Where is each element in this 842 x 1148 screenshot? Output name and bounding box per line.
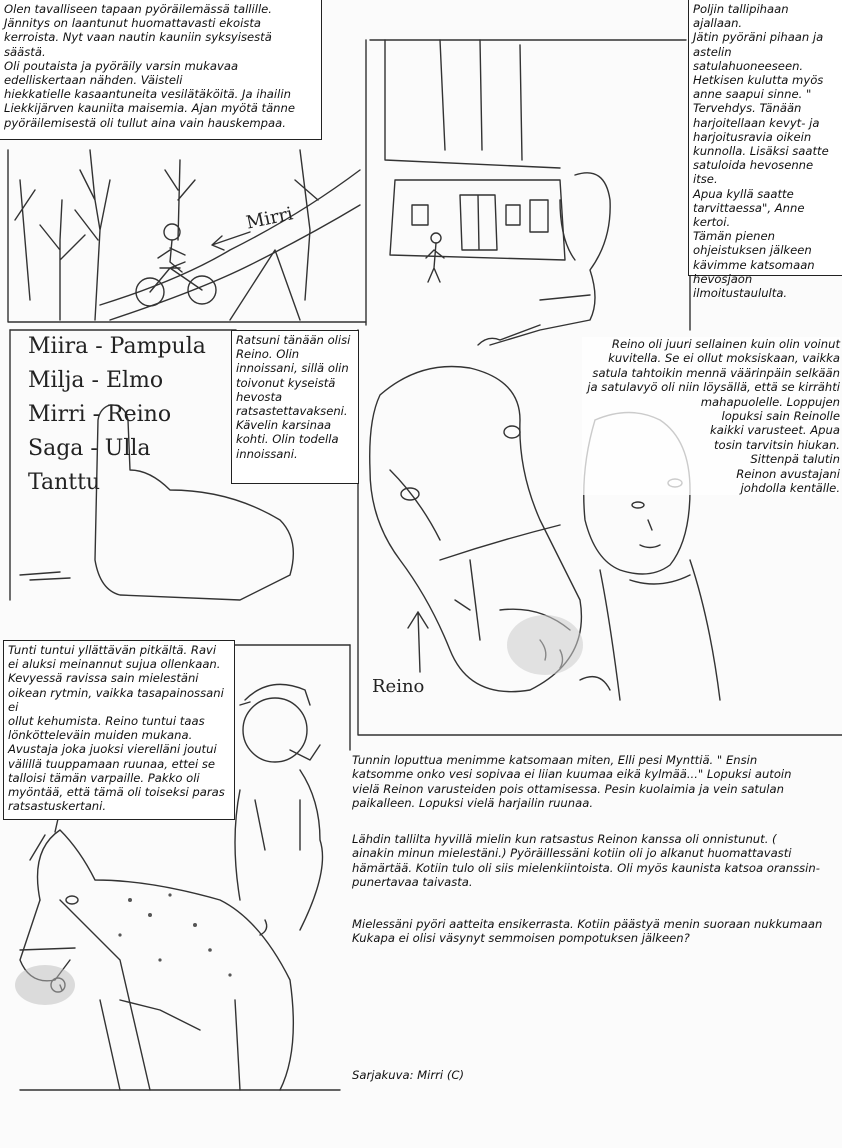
caption-going-home: Lähdin tallilta hyvillä mielin kun ratsastus Reinon kanssa oli onnistunut. ( ainakin minun mielestäni.) Pyöräillessäni kotiin oli jo alkanut huomattavasti hämärtää. Kotiin tulo oli siis mielenkiintoista. Oli myös kaunista katsoa oranssin- punertavaa taivasta. (352, 832, 820, 890)
caption-saddling: Reino oli juuri sellainen kuin olin voinut kuvitella. Se ei ollut moksiskaan, vaikka satula tahtoikin mennä väärinpäin selkään ja satulavyö oli niin löysällä, että se kirrähti mahapuolelle. Loppujen lopuksi sain Reinolle kaikki varusteet. Apua tosin tarvitsin hiukan. Sittenpä talutin Reinon avustajani johdolla kentälle. (582, 337, 840, 495)
caption-lesson: Tunti tuntui yllättävän pitkältä. Ravi ei aluksi meinannut sujua ollenkaan. Kevyessä ravissa sain mielestäni oikean rytmin, vaikka tasapainossani ei ollut kehumista. Reino tuntui taas lönkötteleväin muiden mukana. Avustaja joka juoksi vierelläni joutui välillä tuuppamaan ruunaa, ettei se talloisi tämän varpaille. Pakko oli myöntää, että tämä oli toiseksi paras ratsastuskertani. (3, 640, 235, 820)
board-entry-miira: Miira - Pampula (28, 334, 206, 359)
board-list (28, 330, 228, 495)
caption-arrival: Poljin tallipihaan ajallaan. Jätin pyöräni pihaan ja astelin satulahuoneeseen. Hetkisen kulutta myös anne saapui sinne. " Tervehdys. Tänään harjoitellaan kevyt- ja harjoitusravia oikein kunnolla. Lisäksi saatte satuloida hevosenne itse. Apua kyllä saatte tarvittaessa", Anne kertoi. Tämän pienen ohjeistuksen jälkeen kävimme katsomaan hevosjaon ilmoitustaululta. (688, 0, 842, 276)
mirri-sign-label: Mirri (244, 203, 295, 234)
reino-label: Reino (372, 676, 425, 697)
comic-credit: Sarjakuva: Mirri (C) (352, 1068, 464, 1082)
caption-mount: Ratsuni tänään olisi Reino. Olin innoissani, sillä olin toivonut kyseistä hevosta ratsastettavakseni. Kävelin karsinaa kohti. Olin todella innoissani. (231, 330, 359, 484)
caption-intro: Olen tavalliseen tapaan pyöräilemässä tallille. Jännitys on laantunut huomattavasti ekoista kerroista. Nyt vaan nautin kauniin syksyisestä säästä. Oli poutaista ja pyöräily varsin mukavaa edelliskertaan nähden. Väisteli hiekkatielle kasaantuneita vesilätäköitä. Ja ihailin Liekkijärven kauniita maisemia. Ajan myötä tänne pyöräilemisestä oli tullut aina vain hauskempaa. (0, 0, 322, 140)
caption-thoughts: Mielessäni pyöri aatteita ensikerrasta. Kotiin päästyä menin suoraan nukkumaan Kukapa ei olisi väsynyt semmoisen pompotuksen jälkeen? (352, 917, 823, 946)
caption-after-lesson: Tunnin loputtua menimme katsomaan miten, Elli pesi Mynttiä. " Ensin katsomme onko vesi sopivaa ei liian kuumaa eikä kylmää..." Lopuksi autoin vielä Reinon varusteiden pois ottamisessa. Pesin kuolaimia ja vein satulan paikalleen. Lopuksi vielä harjailin ruunaa. (352, 753, 792, 811)
board-entry-milja: Milja - Elmo (28, 368, 164, 393)
board-entry-saga: Saga - Ulla (28, 436, 151, 461)
board-entry-tanttu: Tanttu (28, 470, 101, 495)
board-entry-mirri: Mirri - Reino (28, 402, 172, 427)
